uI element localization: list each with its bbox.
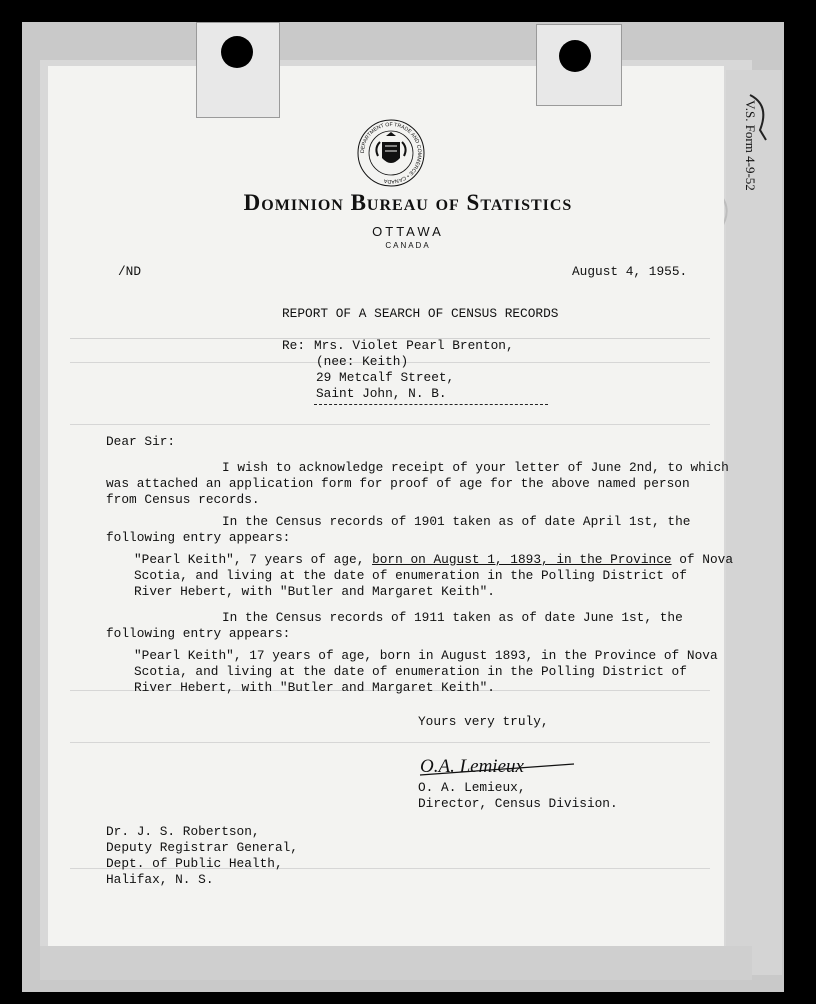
entry2-line1: "Pearl Keith", 17 years of age, born in August 1893, in the Province of Nova	[134, 648, 718, 663]
city-label: OTTAWA	[372, 224, 444, 239]
salutation: Dear Sir:	[106, 434, 176, 449]
recipient-line-2: Deputy Registrar General,	[106, 840, 298, 855]
re-line-3: 29 Metcalf Street,	[316, 370, 455, 385]
signer-name: O. A. Lemieux,	[418, 780, 526, 795]
entry2-line2: Scotia, and living at the date of enumeration in the Polling District of	[134, 664, 687, 679]
recipient-line-3: Dept. of Public Health,	[106, 856, 283, 871]
signer-title: Director, Census Division.	[418, 796, 618, 811]
punch-hole-right	[559, 40, 591, 72]
entry1-underlined-birth: born on August 1, 1893, in the Province	[372, 552, 672, 567]
recipient-line-4: Halifax, N. S.	[106, 872, 214, 887]
re-line-4: Saint John, N. B.	[316, 386, 447, 401]
entry2-line3: River Hebert, with "Butler and Margaret Keith".	[134, 680, 495, 695]
bureau-title: Dominion Bureau of Statistics	[243, 190, 573, 215]
entry1-line1-pre: "Pearl Keith", 7 years of age,	[134, 552, 373, 567]
entry1-line3: River Hebert, with "Butler and Margaret Keith".	[134, 584, 495, 599]
recipient-line-1: Dr. J. S. Robertson,	[106, 824, 260, 839]
svg-text:DEPARTMENT OF TRADE AND COMMER: DEPARTMENT OF TRADE AND COMMERCE • CANADA	[359, 121, 423, 185]
bottom-sheet-edge	[40, 946, 752, 980]
re-label: Re:	[282, 338, 306, 353]
paragraph1-line1: I wish to acknowledge receipt of your letter of June 2nd, to which	[222, 460, 729, 475]
letter-date: August 4, 1955.	[572, 264, 688, 279]
country-label: CANADA	[385, 241, 431, 250]
entry1-line2: Scotia, and living at the date of enumeration in the Polling District of	[134, 568, 687, 583]
form-number-label: V.S. Form 4-9-52	[743, 100, 758, 191]
paragraph1-line3: from Census records.	[106, 492, 260, 507]
paragraph2-line2: following entry appears:	[106, 530, 291, 545]
department-crest-logo	[356, 118, 426, 188]
re-line-2: (nee: Keith)	[316, 354, 409, 369]
svg-text:O.A. Lemieux: O.A. Lemieux	[420, 756, 524, 777]
handwritten-signature	[416, 750, 576, 780]
paragraph3-line1: In the Census records of 1911 taken as of date June 1st, the	[222, 610, 683, 625]
closing: Yours very truly,	[418, 714, 549, 729]
punch-hole-left	[221, 36, 253, 68]
paragraph2-line1: In the Census records of 1901 taken as of date April 1st, the	[222, 514, 691, 529]
reference-code: /ND	[118, 264, 142, 279]
margin-mark	[740, 90, 780, 150]
re-divider	[314, 404, 548, 405]
entry1-line1	[134, 552, 733, 568]
report-heading: REPORT OF A SEARCH OF CENSUS RECORDS	[282, 306, 559, 321]
paragraph1-line2: was attached an application form for proof of age for the above named person	[106, 476, 690, 491]
entry1-line1-post: of Nova	[671, 552, 733, 567]
re-line-1: Mrs. Violet Pearl Brenton,	[314, 338, 514, 353]
paragraph3-line2: following entry appears:	[106, 626, 291, 641]
